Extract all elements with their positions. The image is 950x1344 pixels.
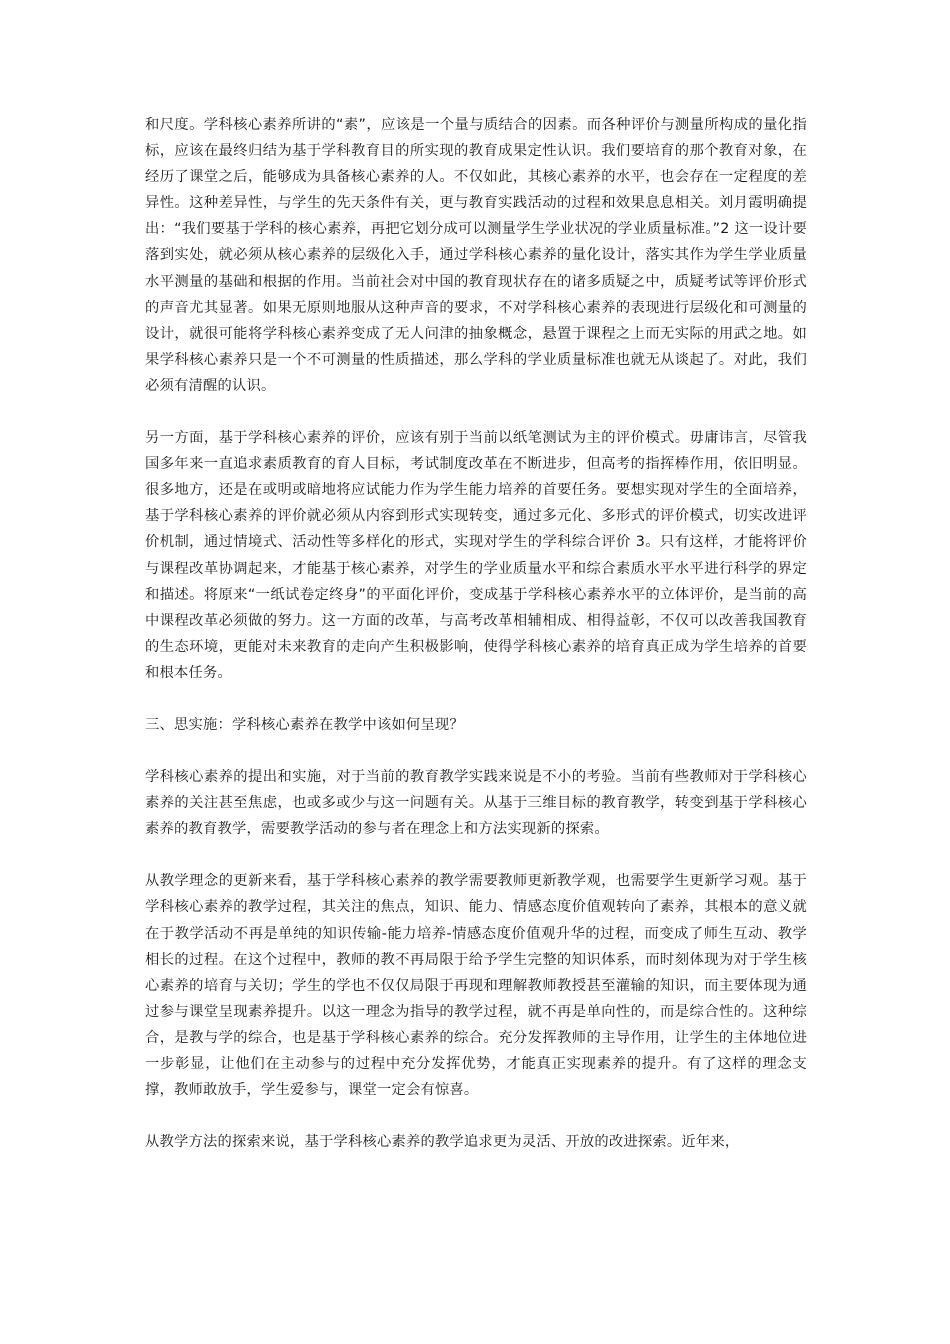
section-heading: 三、思实施：学科核心素养在教学中该如何呈现？ — [145, 716, 464, 733]
body-paragraph: 和尺度。学科核心素养所讲的“素”，应该是一个量与质结合的因素。而各种评价与测量所构成的量化指标，应该在最终归结为基于学科教育目的所实现的教育成果定性认识。我们要培育的那个教育对象，在经历了课堂之后，能够成为具备核心素养的人。不仅如此，其核心素养的水平，也会存在一定程度的差异性。这种差异性，与学生的先天条件有关，更与教育实践活动的过程和效果息息相关。刘月霞明确提出：“我们要基于学科的核心素养，再把它划分成可以测量学生学业状况的学业质量标准。”2 这一设计要落到实处，就必须从核心素养的层级化入手，通过学科核心素养的量化设计，落实其作为学生学业质量水平测量的基础和根据的作用。当前社会对中国的教育现状存在的诸多质疑之中，质疑考试等评价形式的声音尤其显著。如果无原则地服从这种声音的要求，不对学科核心素养的表现进行层级化和可测量的设计，就很可能将学科核心素养变成了无人问津的抽象概念，悬置于课程之上而无实际的用武之地。如果学科核心素养只是一个不可测量的性质描述，那么学科的学业质量标准也就无从谈起了。对此，我们必须有清醒的认识。 — [145, 117, 807, 394]
document-page — [145, 112, 807, 1181]
body-paragraph: 从教学方法的探索来说，基于学科核心素养的教学追求更为灵活、开放的改进探索。近年来， — [145, 1134, 740, 1151]
body-paragraph: 学科核心素养的提出和实施，对于当前的教育教学实践来说是不小的考验。当前有些教师对于学科核心素养的关注甚至焦虑，也或多或少与这一问题有关。从基于三维目标的教育教学，转变到基于学科核心素养的教育教学，需要教学活动的参与者在理念上和方法实现新的探索。 — [145, 769, 807, 838]
body-paragraph: 另一方面，基于学科核心素养的评价，应该有别于当前以纸笔测试为主的评价模式。毋庸讳言，尽管我国多年来一直追求素质教育的育人目标，考试制度改革在不断进步，但高考的指挥棒作用，依旧明显。很多地方，还是在或明或暗地将应试能力作为学生能力培养的首要任务。要想实现对学生的全面培养，基于学科核心素养的评价就必须从内容到形式实现转变，通过多元化、多形式的评价模式，切实改进评价机制，通过情境式、活动性等多样化的形式，实现对学生的学科综合评价 3。只有这样，才能将评价与课程改革协调起来，才能基于核心素养，对学生的学业质量水平和综合素质水平水平进行科学的界定和描述。将原来“一纸试卷定终身”的平面化评价，变成基于学科核心素养水平的立体评价，是当前的高中课程改革必须做的努力。这一方面的改革，与高考改革相辅相成、相得益彰，不仅可以改善我国教育的生态环境，更能对未来教育的走向产生积极影响，使得学科核心素养的培育真正成为学生培养的首要和根本任务。 — [145, 430, 807, 681]
body-paragraph: 从教学理念的更新来看，基于学科核心素养的教学需要教师更新教学观，也需要学生更新学习观。基于学科核心素养的教学过程，其关注的焦点，知识、能力、情感态度价值观转向了素养，其根本的意义就在于教学活动不再是单纯的知识传输-能力培养-情感态度价值观升华的过程，而变成了师生互动、教学相长的过程。在这个过程中，教师的教不再局限于给予学生完整的知识体系，而时刻体现为对于学生核心素养的培育与关切；学生的学也不仅仅局限于再现和理解教师教授甚至灌输的知识，而主要体现为通过参与课堂呈现素养提升。以这一理念为指导的教学过程，就不再是单向性的，而是综合性的。这种综合，是教与学的综合，也是基于学科核心素养的综合。充分发挥教师的主导作用，让学生的主体地位进一步彰显，让他们在主动参与的过程中充分发挥优势，才能真正实现素养的提升。有了这样的理念支撑，教师敢放手，学生爱参与，课堂一定会有惊喜。 — [145, 873, 807, 1099]
